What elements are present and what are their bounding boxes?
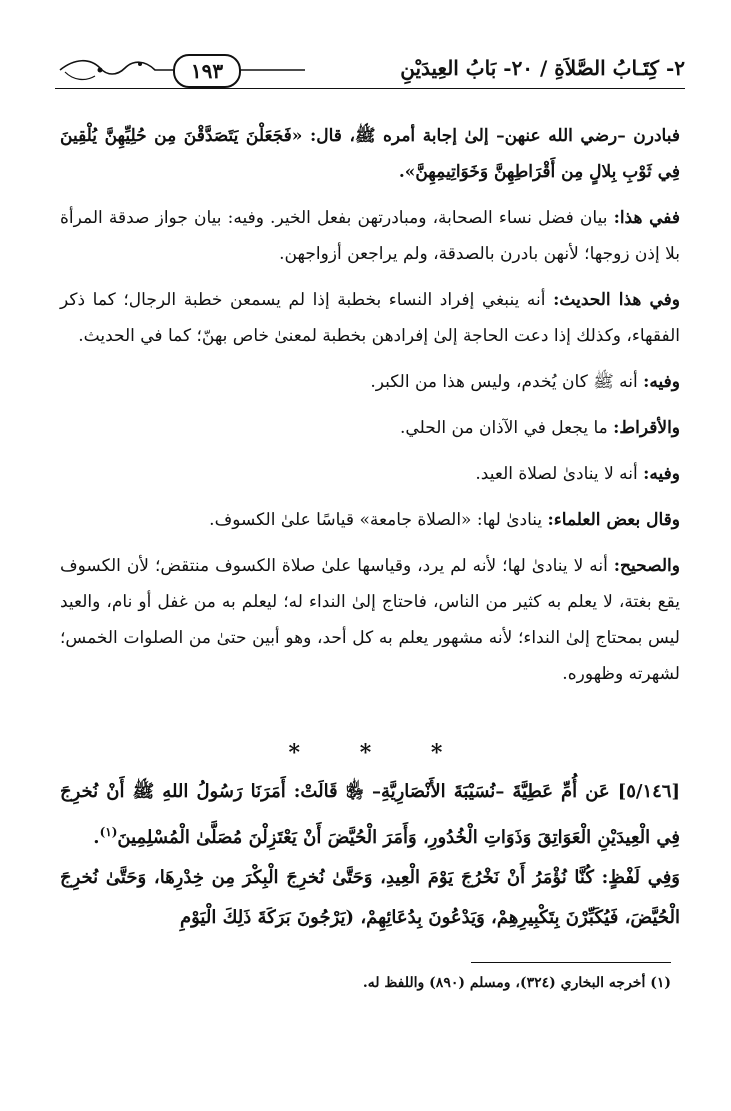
paragraph: ففي هذا: بيان فضل نساء الصحابة، ومبادرتهن بفعل الخير. وفيه: بيان جواز صدقة المرأة بلا إذن زوجها؛ لأنهن بادرن بالصدقة، ولم يراجعن أزواجهن.	[60, 208, 680, 264]
hadith-paragraph: [٥/١٤٦] عَن أُمِّ عَطِيَّةَ –نُسَيْبَةَ الأَنْصَارِيَّةِ– ﵂ قَالَتْ: أَمَرَنَا رَسُولُ اللهِ ﷺ أَنْ نُخرِجَ فِي الْعِيدَيْنِ الْعَوَاتِقَ وَذَوَاتِ الْخُدُورِ، وَأَمَرَ الْحُيَّضَ أَنْ يَعْتَزِلْنَ مُصَلَّىٰ الْمُسْلِمِينَ$^{(١)}$.	[60, 781, 680, 848]
paragraph: وفي هذا الحديث: أنه ينبغي إفراد النساء بخطبة إذا لم يسمعن خطبة الرجال؛ كما ذكر الفقهاء، وكذلك إذا دعت الحاجة إلىٰ إفرادهن بخطبة لمعنىٰ خاص بهنّ؛ كما في الحديث.	[60, 290, 681, 346]
separator-star: *	[359, 740, 372, 766]
separator-star: *	[430, 740, 443, 766]
paragraph: فبادرن –رضي الله عنهن– إلىٰ إجابة أمره ﷺ، قال: «فَجَعَلْنَ يَتَصَدَّقْنَ مِن حُلِيِّهِنَّ يُلْقِينَ فِي ثَوْبِ بِلالٍ مِن أَقْرَاطِهِنَّ وَخَوَاتِيمِهِنَّ».	[60, 126, 680, 182]
hadith-text	[60, 772, 680, 938]
page-header	[55, 50, 685, 90]
footnote: (١) أخرجه البخاري (٣٢٤)، ومسلم (٨٩٠) واللفظ له.	[362, 975, 671, 991]
page-number: ١٩٣	[173, 54, 241, 88]
footnote-divider	[471, 962, 671, 963]
running-title: ٢- كِتَـابُ الصَّلاَةِ / ٢٠- بَابُ العِيدَيْنِ	[400, 56, 685, 80]
commentary-text	[60, 118, 680, 702]
footnote-ref: (١)	[99, 825, 118, 839]
paragraph: وقال بعض العلماء: ينادىٰ لها: «الصلاة جامعة» قياسًا علىٰ الكسوف.	[209, 510, 680, 530]
paragraph: والأقراط: ما يجعل في الآذان من الحلي.	[400, 418, 680, 438]
section-separator	[0, 740, 731, 766]
header-divider	[55, 88, 685, 89]
hadith-paragraph: وَفِي لَفْظٍ: كُنَّا نُؤْمَرُ أَنْ نَخْرُجَ يَوْمَ الْعِيدِ، وَحَتَّىٰ نُخرِجَ الْبِكْرَ مِن خِدْرِهَا، وَحَتَّىٰ نُخرِجَ الْحُيَّضَ، فَيُكَبِّرْنَ بِتَكْبِيرِهِمْ، وَيَدْعُونَ بِدُعَائِهِمْ، (يَرْجُونَ بَرَكَةَ ذَلِكَ الْيَوْمِ	[60, 867, 680, 928]
paragraph: وفيه: أنه لا ينادىٰ لصلاة العيد.	[475, 464, 680, 484]
paragraph: وفيه: أنه ﷺ كان يُخدم، وليس هذا من الكبر.	[370, 372, 680, 392]
separator-star: *	[288, 740, 301, 766]
paragraph: والصحيح: أنه لا ينادىٰ لها؛ لأنه لم يرد، وقياسها علىٰ صلاة الكسوف منتقض؛ لأن الكسوف يقع بغتة، لا يعلم به كثير من الناس، فاحتاج إلىٰ النداء له؛ ليعلم به من غفل أو نام، والعيد ليس بمحتاج إلىٰ النداء؛ لأنه مشهور يعلم به كل أحد، وهو أبين حتىٰ من الصلوات الخمس؛ لشهرته وظهوره.	[60, 556, 680, 684]
